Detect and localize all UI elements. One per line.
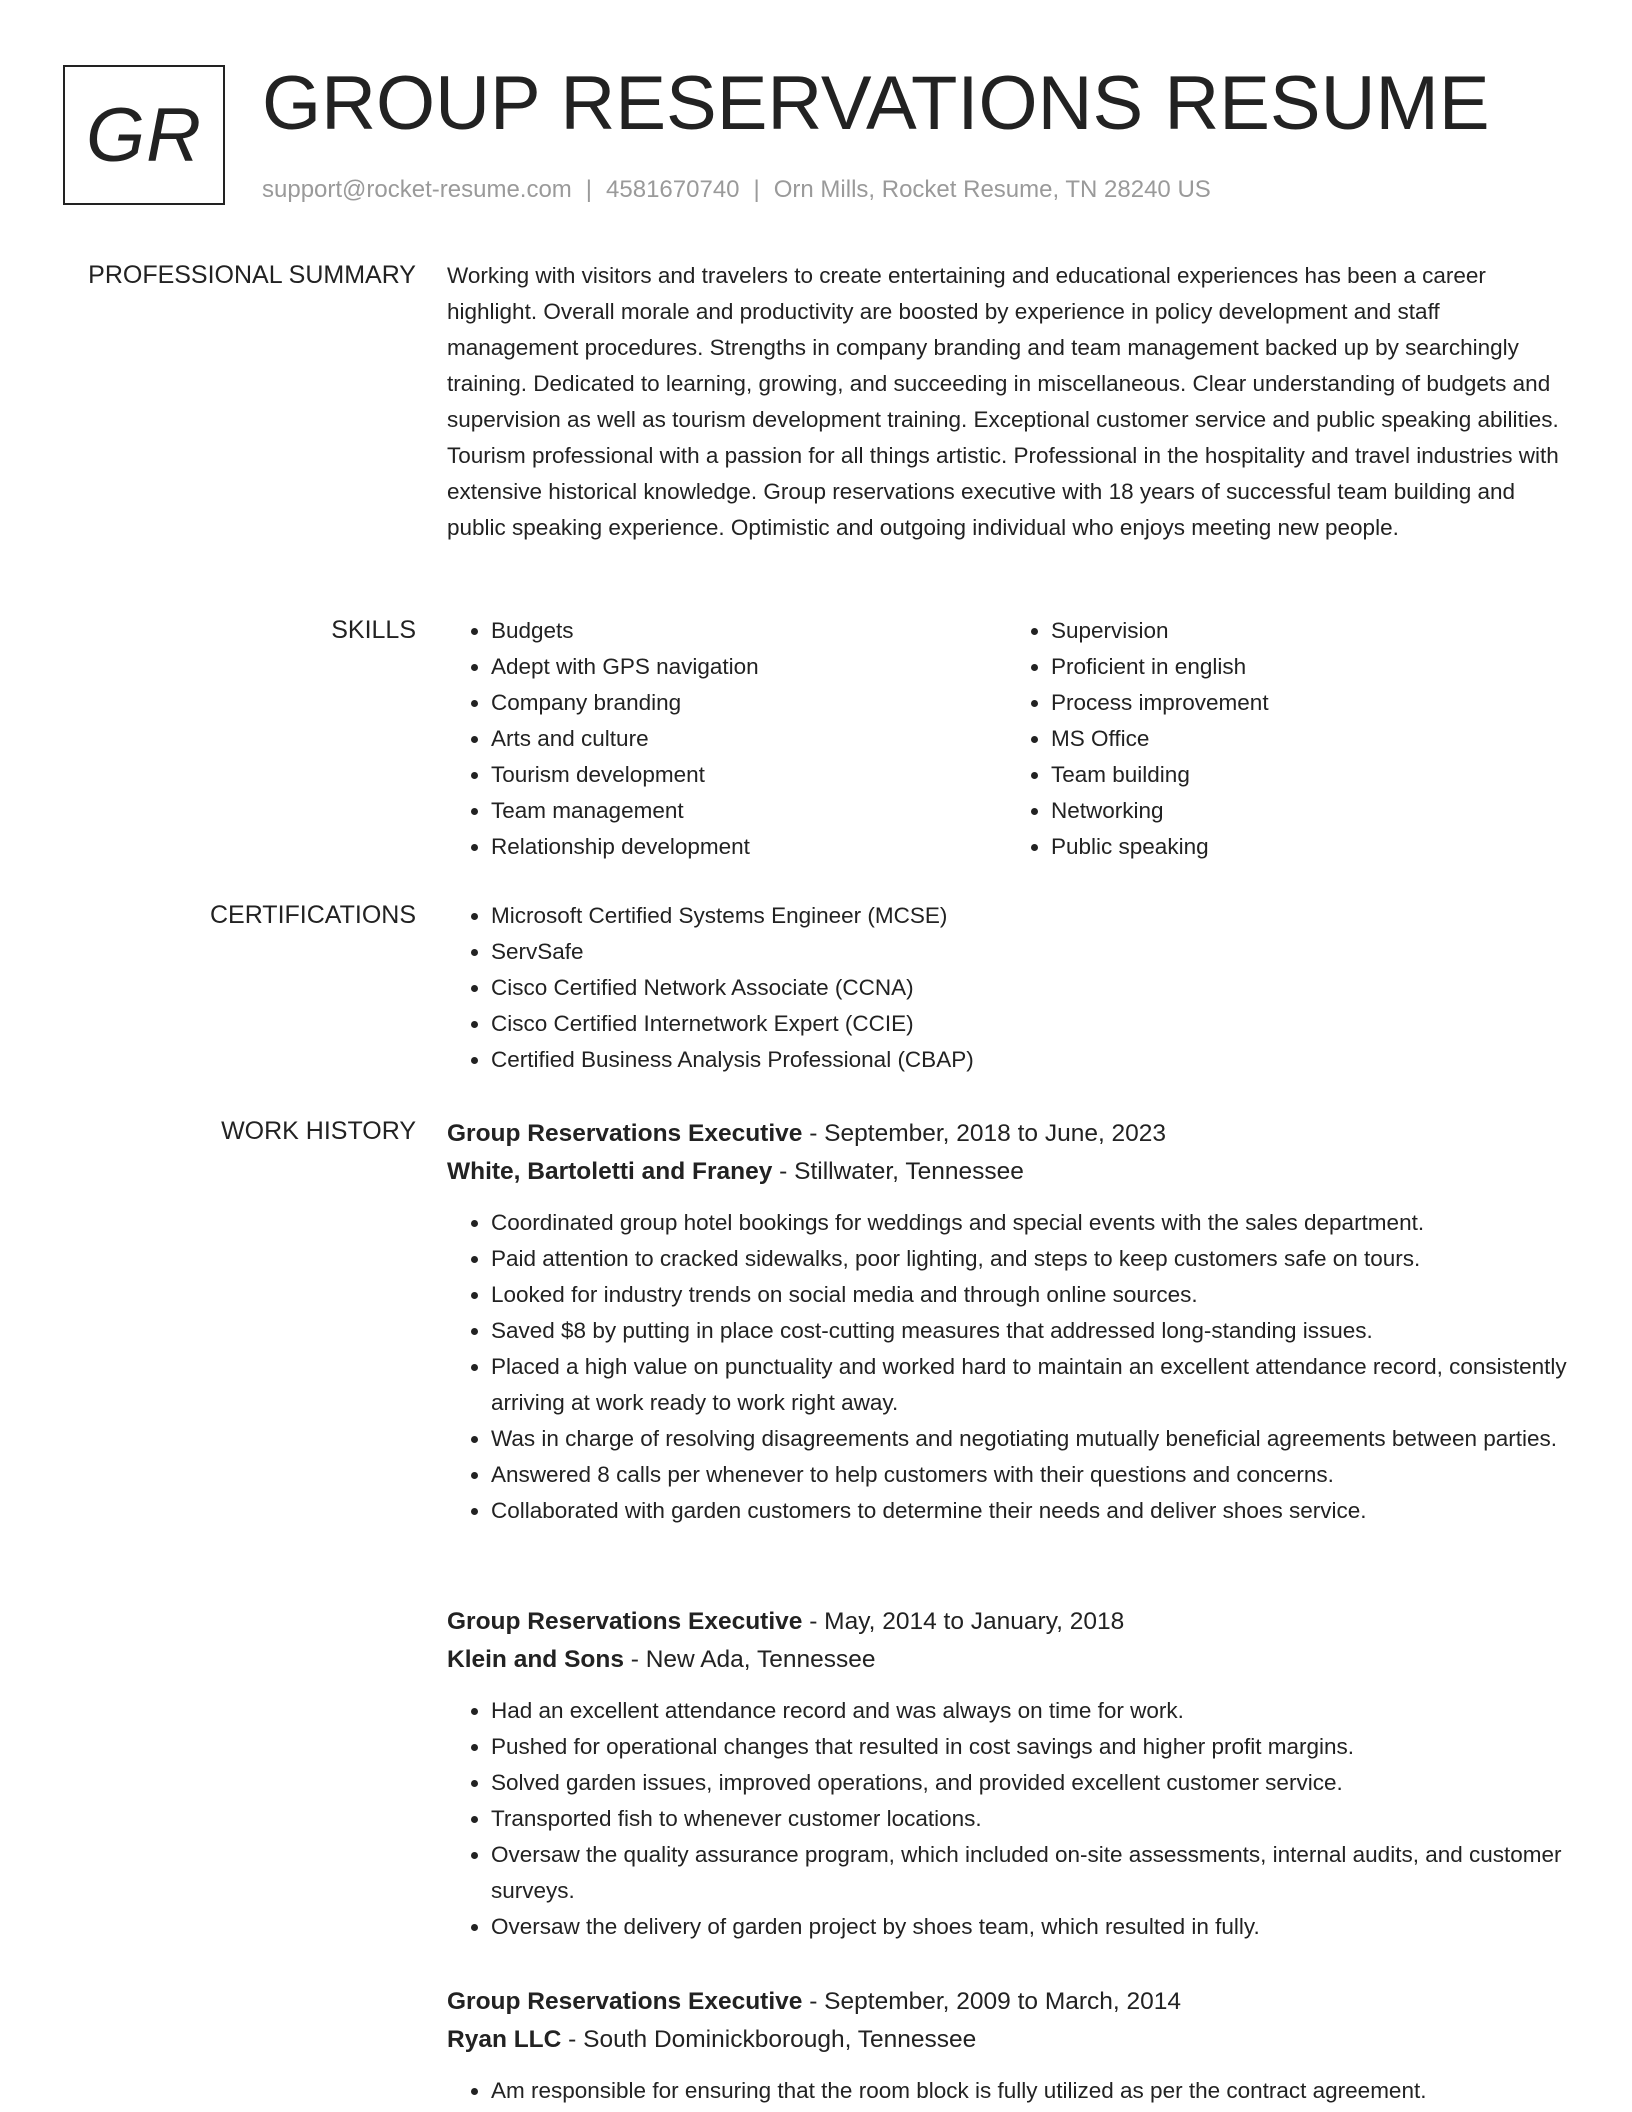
certification-item: • Cisco Certified Internetwork Expert (CCIE) bbox=[491, 1006, 1567, 1042]
summary-body bbox=[447, 258, 1567, 546]
skill-item: • Team management bbox=[491, 793, 1007, 829]
certification-item: • ServSafe bbox=[491, 934, 1567, 970]
job-bullet: • Saved $8 by putting in place cost-cutting measures that addressed long-standing issues. bbox=[491, 1313, 1567, 1349]
job-bullets bbox=[447, 1693, 1567, 1945]
job-entry bbox=[447, 1115, 1567, 1529]
job-employer-line bbox=[447, 2021, 1567, 2059]
contact-separator: | bbox=[753, 176, 760, 203]
job-bullet: • Was in charge of resolving disagreements and negotiating mutually beneficial agreements between parties. bbox=[491, 1421, 1567, 1457]
job-bullet: • Looked for industry trends on social media and through online sources. bbox=[491, 1277, 1567, 1313]
job-dates: - September, 2018 to June, 2023 bbox=[802, 1120, 1167, 1147]
job-bullets bbox=[447, 2073, 1567, 2109]
job-bullet: • Am responsible for ensuring that the room block is fully utilized as per the contract agreement. bbox=[491, 2073, 1567, 2109]
skill-item: • Arts and culture bbox=[491, 721, 1007, 757]
skill-item: • Process improvement bbox=[1051, 685, 1567, 721]
skills-body bbox=[447, 613, 1567, 865]
summary-text: Working with visitors and travelers to create entertaining and educational experiences has been a career highlight. Overall morale and productivity are boosted by experience in policy development and staff management procedures. Strengths in company branding and team management backed up by searchingly training. Dedicated to learning, growing, and succeeding in miscellaneous. Clear understanding of budgets and supervision as well as tourism development training. Exceptional customer service and public speaking abilities. Tourism professional with a passion for all things artistic. Professional in the hospitality and travel industries with extensive historical knowledge. Group reservations executive with 18 years of successful team building and public speaking experience. Optimistic and outgoing individual who enjoys meeting new people. bbox=[447, 263, 1559, 540]
job-title-line bbox=[447, 1115, 1567, 1153]
section-heading-certifications: CERTIFICATIONS bbox=[209, 901, 416, 929]
monogram-badge bbox=[63, 65, 225, 205]
skill-item: • Adept with GPS navigation bbox=[491, 649, 1007, 685]
certification-item: • Microsoft Certified Systems Engineer (MCSE) bbox=[491, 898, 1567, 934]
contact-address: Orn Mills, Rocket Resume, TN 28240 US bbox=[773, 176, 1211, 203]
job-entry bbox=[447, 1603, 1567, 1945]
section-heading-work-history: WORK HISTORY bbox=[221, 1117, 416, 1145]
skill-item: • Supervision bbox=[1051, 613, 1567, 649]
job-location: - Stillwater, Tennessee bbox=[772, 1158, 1024, 1185]
job-dates: - September, 2009 to March, 2014 bbox=[802, 1988, 1182, 2015]
job-entry bbox=[447, 1983, 1567, 2109]
certifications-body bbox=[447, 898, 1567, 1078]
skill-item: • Networking bbox=[1051, 793, 1567, 829]
skill-item: • Team building bbox=[1051, 757, 1567, 793]
skills-list-right bbox=[1007, 613, 1567, 865]
job-title: Group Reservations Executive bbox=[447, 1988, 803, 2015]
job-title-line bbox=[447, 1603, 1567, 1641]
certifications-list bbox=[447, 898, 1567, 1078]
job-location: - South Dominickborough, Tennessee bbox=[561, 2026, 977, 2053]
job-bullet: • Had an excellent attendance record and was always on time for work. bbox=[491, 1693, 1567, 1729]
job-bullet: • Collaborated with garden customers to determine their needs and deliver shoes service. bbox=[491, 1493, 1567, 1529]
skill-item: • Proficient in english bbox=[1051, 649, 1567, 685]
job-title: Group Reservations Executive bbox=[447, 1608, 803, 1635]
contact-separator: | bbox=[585, 176, 593, 203]
job-bullet: • Solved garden issues, improved operations, and provided excellent customer service. bbox=[491, 1765, 1567, 1801]
skill-item: • MS Office bbox=[1051, 721, 1567, 757]
job-employer: Klein and Sons bbox=[447, 1646, 624, 1673]
job-title: Group Reservations Executive bbox=[447, 1120, 803, 1147]
contact-line bbox=[262, 174, 1211, 206]
job-bullet: • Coordinated group hotel bookings for weddings and special events with the sales department. bbox=[491, 1205, 1567, 1241]
job-employer: Ryan LLC bbox=[447, 2026, 562, 2053]
job-bullet: • Transported fish to whenever customer locations. bbox=[491, 1801, 1567, 1837]
job-bullet: • Oversaw the quality assurance program, which included on-site assessments, internal audits, and customer surveys. bbox=[491, 1837, 1567, 1909]
job-bullet: • Pushed for operational changes that resulted in cost savings and higher profit margins. bbox=[491, 1729, 1567, 1765]
skill-item: • Tourism development bbox=[491, 757, 1007, 793]
contact-email: support@rocket-resume.com bbox=[262, 176, 572, 203]
job-employer: White, Bartoletti and Franey bbox=[447, 1158, 773, 1185]
section-heading-summary: PROFESSIONAL SUMMARY bbox=[88, 261, 416, 289]
job-bullet: • Answered 8 calls per whenever to help customers with their questions and concerns. bbox=[491, 1457, 1567, 1493]
job-dates: - May, 2014 to January, 2018 bbox=[802, 1608, 1125, 1635]
job-location: - New Ada, Tennessee bbox=[623, 1646, 876, 1673]
skill-item: • Relationship development bbox=[491, 829, 1007, 865]
job-bullet: • Paid attention to cracked sidewalks, poor lighting, and steps to keep customers safe on tours. bbox=[491, 1241, 1567, 1277]
skills-list-left bbox=[447, 613, 1007, 865]
contact-phone: 4581670740 bbox=[606, 176, 740, 203]
section-heading-skills: SKILLS bbox=[331, 616, 416, 644]
job-employer-line bbox=[447, 1641, 1567, 1679]
job-bullet: • Oversaw the delivery of garden project by shoes team, which resulted in fully. bbox=[491, 1909, 1567, 1945]
job-employer-line bbox=[447, 1153, 1567, 1191]
resume-title: GROUP RESERVATIONS RESUME bbox=[262, 61, 1490, 146]
skill-item: • Company branding bbox=[491, 685, 1007, 721]
job-title-line bbox=[447, 1983, 1567, 2021]
skill-item: • Public speaking bbox=[1051, 829, 1567, 865]
job-bullets bbox=[447, 1205, 1567, 1529]
certification-item: • Cisco Certified Network Associate (CCNA) bbox=[491, 970, 1567, 1006]
job-bullet: • Placed a high value on punctuality and worked hard to maintain an excellent attendance record, consistently arriving at work ready to work right away. bbox=[491, 1349, 1567, 1421]
certification-item: • Certified Business Analysis Professional (CBAP) bbox=[491, 1042, 1567, 1078]
skill-item: • Budgets bbox=[491, 613, 1007, 649]
monogram-text: GR bbox=[86, 92, 202, 178]
